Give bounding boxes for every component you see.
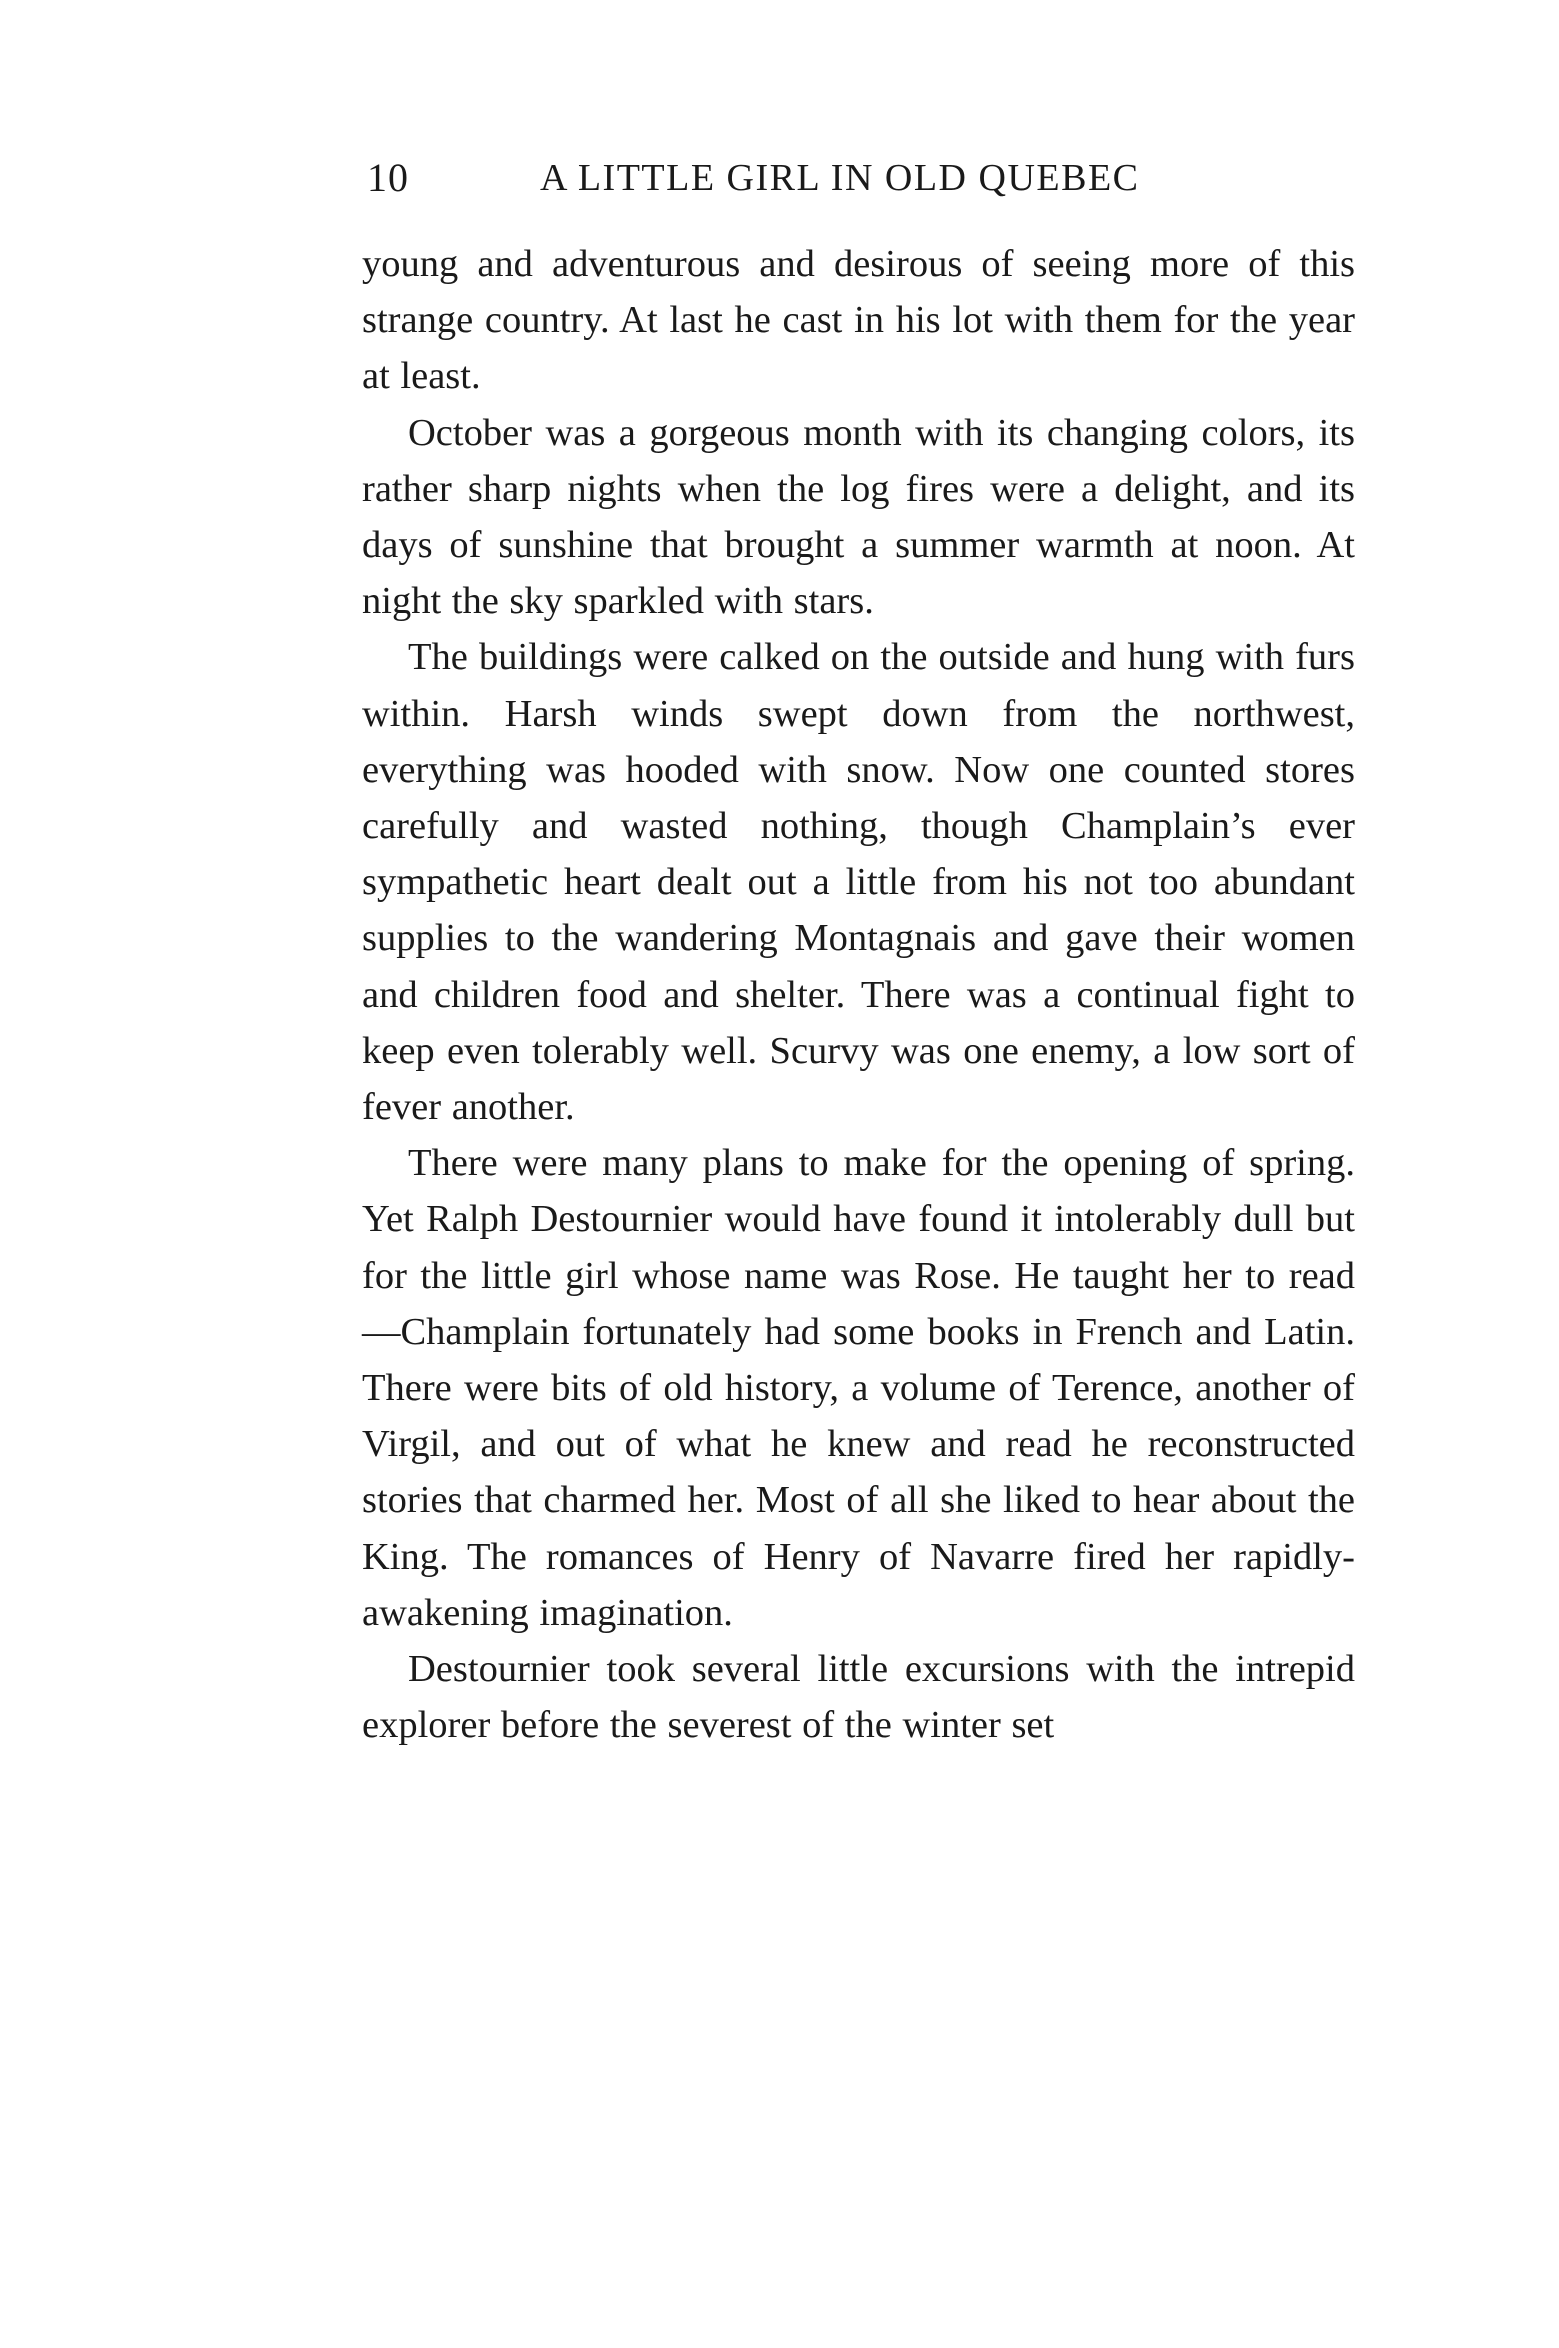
paragraph-buildings: The buildings were calked on the outside and hung with furs within. Harsh winds swept down from the northwest, everything was hooded with snow. Now one counted stores carefully and wasted nothing, though Champlain’s ever sympathetic heart dealt out a little from his not too abundant supplies to the wandering Montagnais and gave their women and children food and shelter. There was a continual fight to keep even tolerably well. Scurvy was one enemy, a low sort of fever another. (362, 636, 1355, 1129)
body-text (362, 236, 1355, 1753)
paragraph-plans: There were many plans to make for the opening of spring. Yet Ralph Destournier would have found it intolerably dull but for the little girl whose name was Rose. He taught her to read—Champlain fortunately had some books in French and Latin. There were bits of old history, a volume of Terence, another of Virgil, and out of what he knew and read he reconstructed stories that charmed her. Most of all she liked to hear about the King. The romances of Henry of Navarre fired her rapidly-awakening imagination. (362, 1142, 1355, 1634)
running-title: A LITTLE GIRL IN OLD QUEBEC (540, 157, 1140, 199)
page-header (360, 148, 1350, 208)
paragraph-excursions: Destournier took several little excursions with the intrepid explorer before the severest of the winter set (362, 1648, 1355, 1747)
page-number: 10 (367, 155, 409, 200)
paragraph-october: October was a gorgeous month with its changing colors, its rather sharp nights when the log fires were a delight, and its days of sunshine that brought a summer warmth at noon. At night the sky sparkled with stars. (362, 411, 1355, 623)
paragraph-continued: young and adventurous and desirous of seeing more of this strange country. At last he cast in his lot with them for the year at least. (362, 243, 1355, 398)
